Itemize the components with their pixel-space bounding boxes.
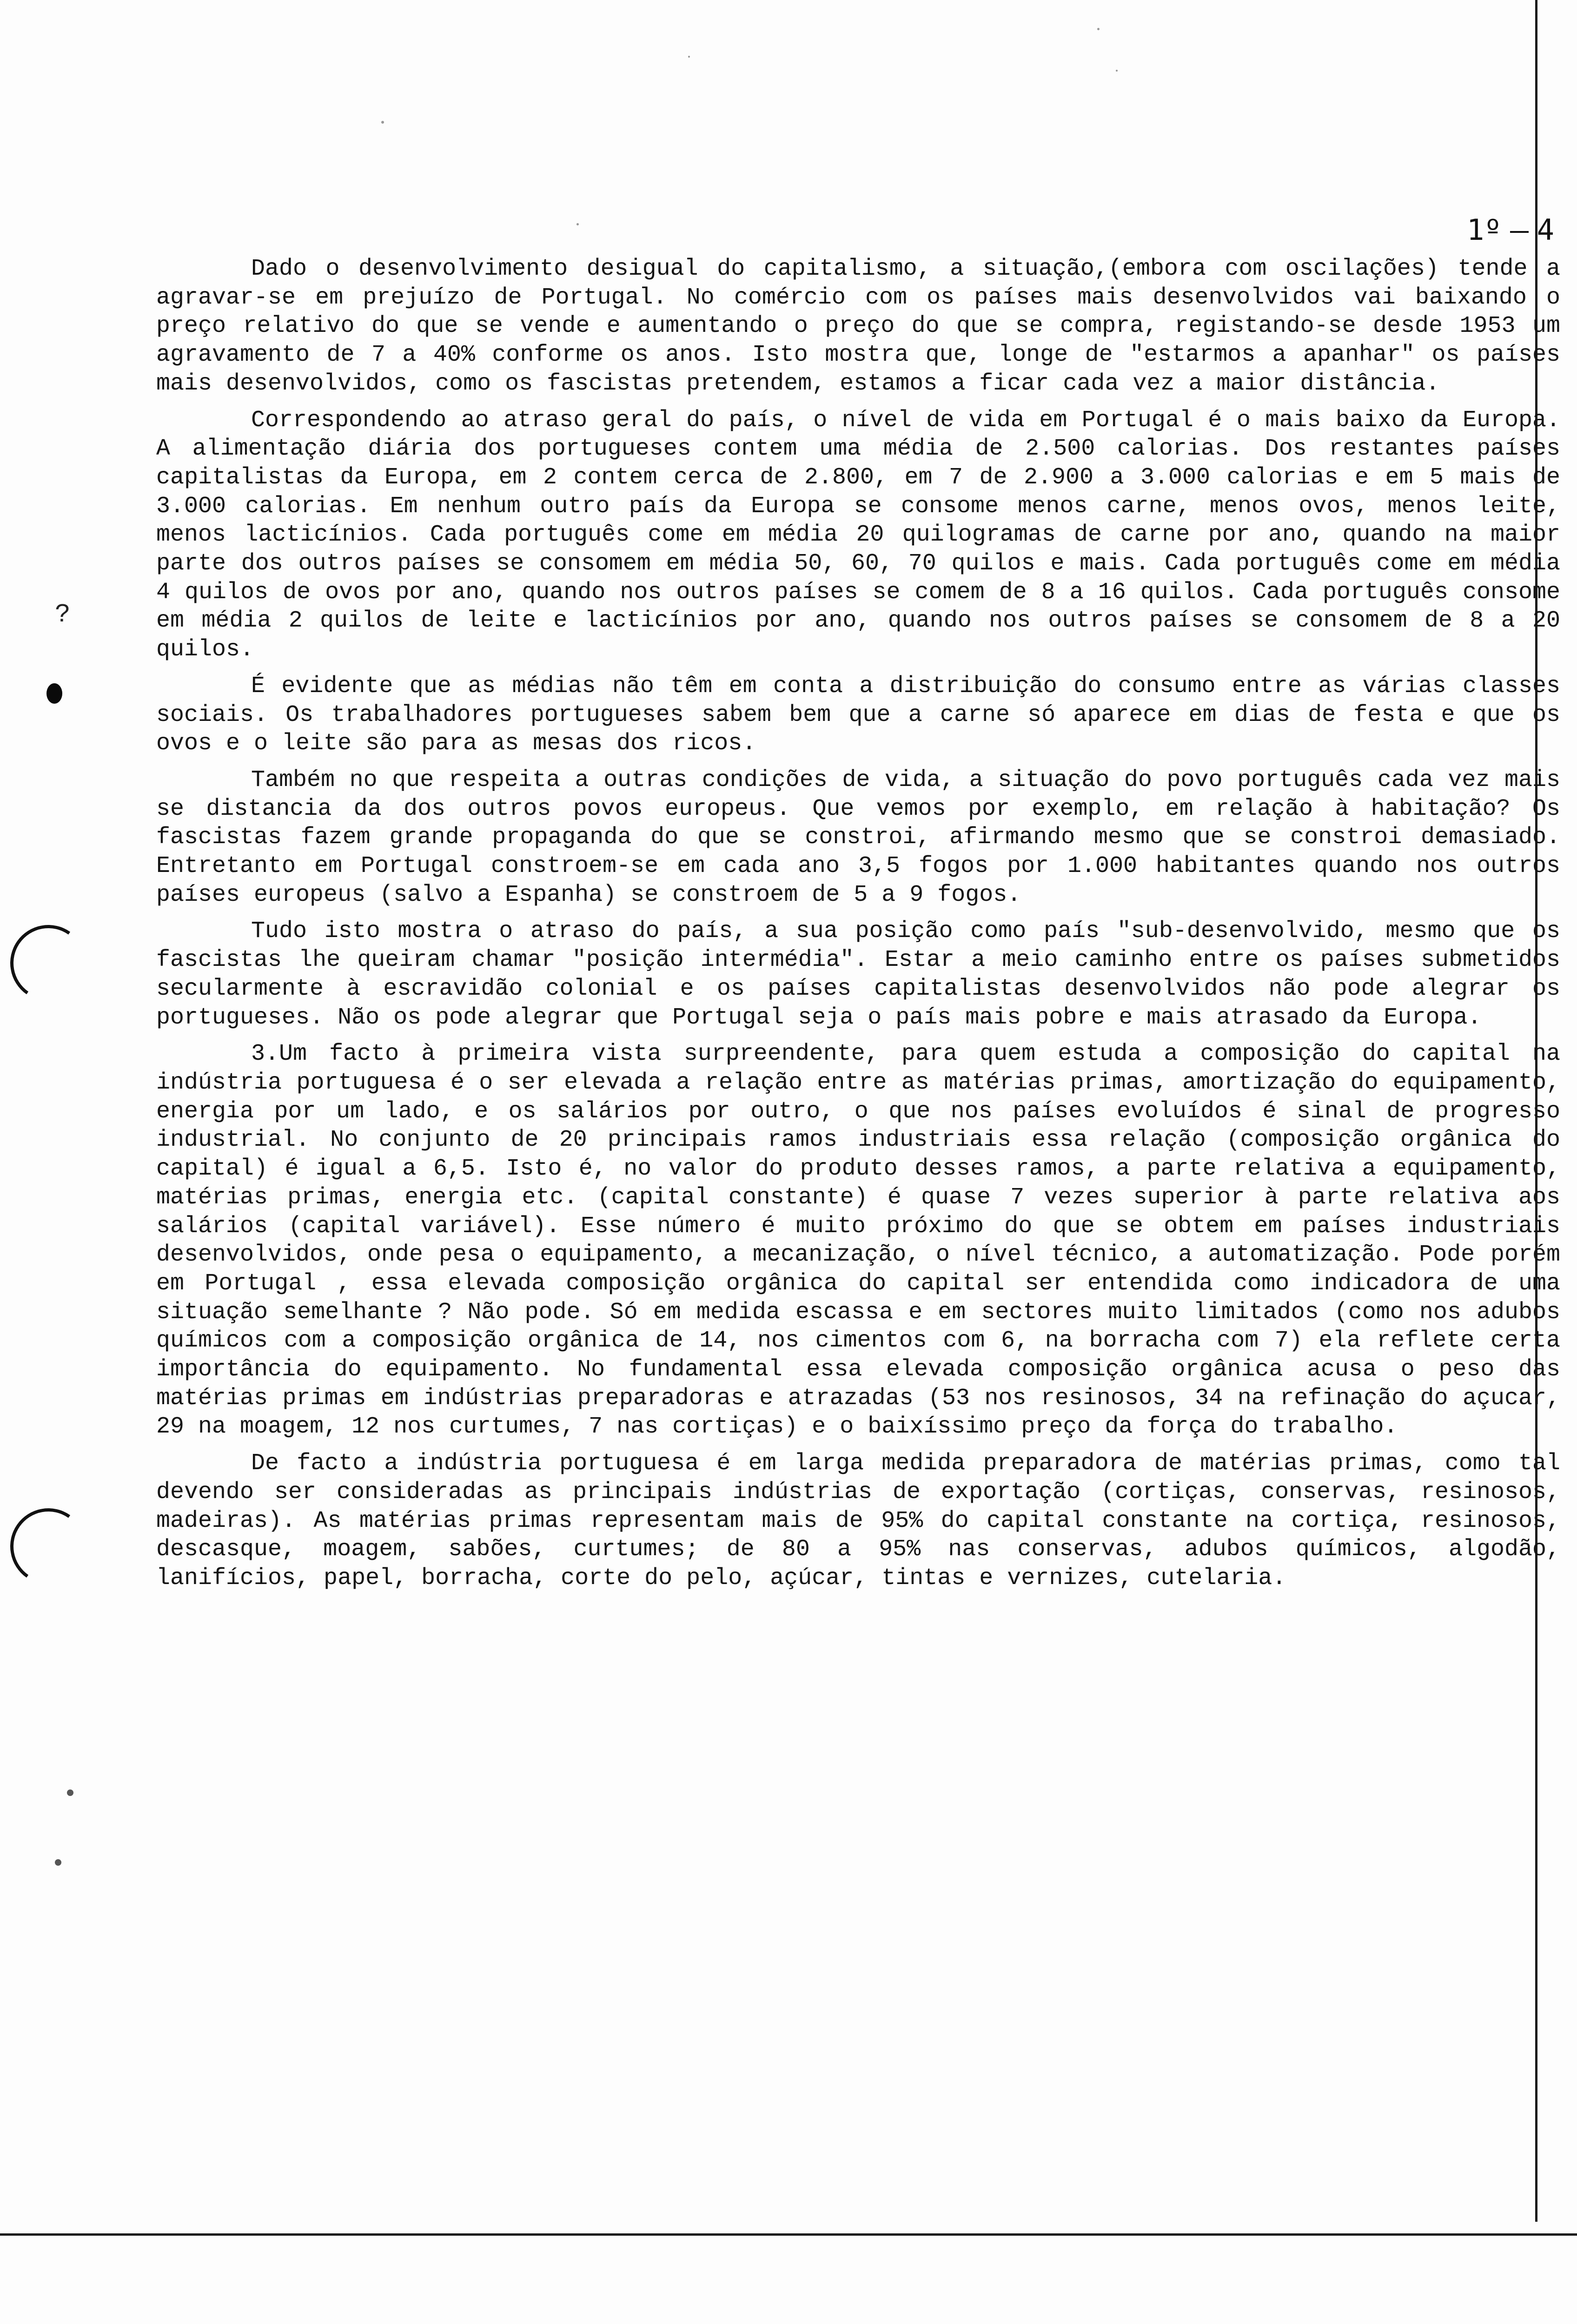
scan-speck <box>576 223 579 225</box>
paragraph-3: É evidente que as médias não têm em conta a distribuição do consumo entre as várias classes sociais. Os trabalhadores portugueses sabem bem que a carne só aparece em dias de festa e que os ovos e o leite são para as mesas dos ricos. <box>156 673 1575 757</box>
document-body <box>156 255 1575 1601</box>
paragraph-6: 3.Um facto à primeira vista surpreendente, para quem estuda a composição do capital na indústria portuguesa é o ser elevada a relação entre as matérias primas, amortização do equipamento, energia por um lado, e os salários por outro, o que nos países evoluídos é sinal de progresso industrial. No conjunto de 20 principais ramos industriais essa relação (composição orgânica do capital) é igual a 6,5. Isto é, no valor do produto desses ramos, a parte relativa a equipamento, matérias primas, energia etc. (capital constante) é quase 7 vezes superior à parte relativa aos salários (capital variável). Esse número é muito próximo do que se obtem em países industriais desenvolvidos, onde pesa o equipamento, a mecanização, o nível técnico, a automatização. Pode porém em Portugal , essa elevada composição orgânica do capital ser entendida como indicadora de uma situação semelhante ? Não pode. Só em medida escassa e em sectores muito limitados (como nos adubos químicos com a composição orgânica de 14, nos cimentos com 6, na borracha com 7) ela reflete certa importância do equipamento. No fundamental essa elevada composição orgânica acusa o peso das matérias primas em indústrias preparadoras e atrazadas (53 nos resinosos, 34 na refinação do açucar, 29 na moagem, 12 nos curtumes, 7 nas cortiças) e o baixíssimo preço da força do trabalho. <box>156 1041 1575 1440</box>
paragraph-2: Correspondendo ao atraso geral do país, o nível de vida em Portugal é o mais baixo da Europa. A alimentação diária dos portugueses contem uma média de 2.500 calorias. Dos restantes países capitalistas da Europa, em 2 contem cerca de 2.800, em 7 de 2.900 a 3.000 calorias e em 5 mais de 3.000 calorias. Em nenhum outro país da Europa se consome menos carne, menos ovos, menos leite, menos lacticínios. Cada português come em média 20 quilogramas de carne por ano, quando na maior parte dos outros países se consomem em média 50, 60, 70 quilos e mais. Cada português come em média 4 quilos de ovos por ano, quando nos outros países se comem de 8 a 16 quilos. Cada português consome em média 2 quilos de leite e lacticínios por ano, quando nos outros países se consomem de 8 a 20 quilos. <box>156 407 1575 663</box>
paragraph-4: Também no que respeita a outras condições de vida, a situação do povo português cada vez mais se distancia da dos outros povos europeus. Que vemos por exemplo, em relação à habitação? Os fascistas fazem grande propaganda do que se constroi, afirmando mesmo que se constroi demasiado. Entretanto em Portugal constroem-se em cada ano 3,5 fogos por 1.000 habitantes quando nos outros países europeus (salvo a Espanha) se constroem de 5 a 9 fogos. <box>156 766 1575 908</box>
margin-dot <box>67 1789 73 1796</box>
scan-speck <box>1097 28 1100 30</box>
page-number-dash <box>1510 231 1529 233</box>
margin-ink-blot <box>46 683 62 704</box>
scan-speck <box>688 56 690 58</box>
paragraph-1: Dado o desenvolvimento desigual do capitalismo, a situação,(embora com oscilações) tende a agravar-se em prejuízo de Portugal. No comércio com os países mais desenvolvidos vai baixando o preço relativo do que se vende e aumentando o preço do que se compra, registando-se desde 1953 um agravamento de 7 a 40% conforme os anos. Isto mostra que, longe de "estarmos a apanhar" os países mais desenvolvidos, como os fascistas pretendem, estamos a ficar cada vez a maior distância. <box>156 256 1575 397</box>
page-number-value: 1º <box>1467 213 1502 247</box>
page-number <box>1467 213 1554 247</box>
punch-hole-mark <box>4 1502 93 1591</box>
scan-speck <box>1116 70 1118 72</box>
paragraph-5: Tudo isto mostra o atraso do país, a sua posição como país "sub-desenvolvido, mesmo que os fascistas lhe queiram chamar "posição intermédia". Estar a meio caminho entre os países submetidos secularmente à escravidão colonial e os países capitalistas desenvolvidos não pode alegrar os portugueses. Não os pode alegrar que Portugal seja o país mais pobre e mais atrasado da Europa. <box>156 918 1575 1031</box>
page-side-number: 4 <box>1537 213 1554 247</box>
punch-hole-mark <box>4 919 93 1007</box>
paragraph-7: De facto a indústria portuguesa é em larga medida preparadora de matérias primas, como tal devendo ser consideradas as principais indústrias de exportação (cortiças, conservas, resinosos, madeiras). As matérias primas representam mais de 95% do capital constante na cortiça, resinosos, descasque, moagem, sabões, curtumes; de 80 a 95% nas conservas, adubos químicos, algodão, lanifícios, papel, borracha, corte do pelo, açúcar, tintas e vernizes, cutelaria. <box>156 1450 1575 1591</box>
margin-question-mark: ? <box>55 600 71 629</box>
margin-dot <box>55 1859 61 1866</box>
bottom-rule <box>0 2233 1577 2236</box>
scan-speck <box>381 121 384 124</box>
